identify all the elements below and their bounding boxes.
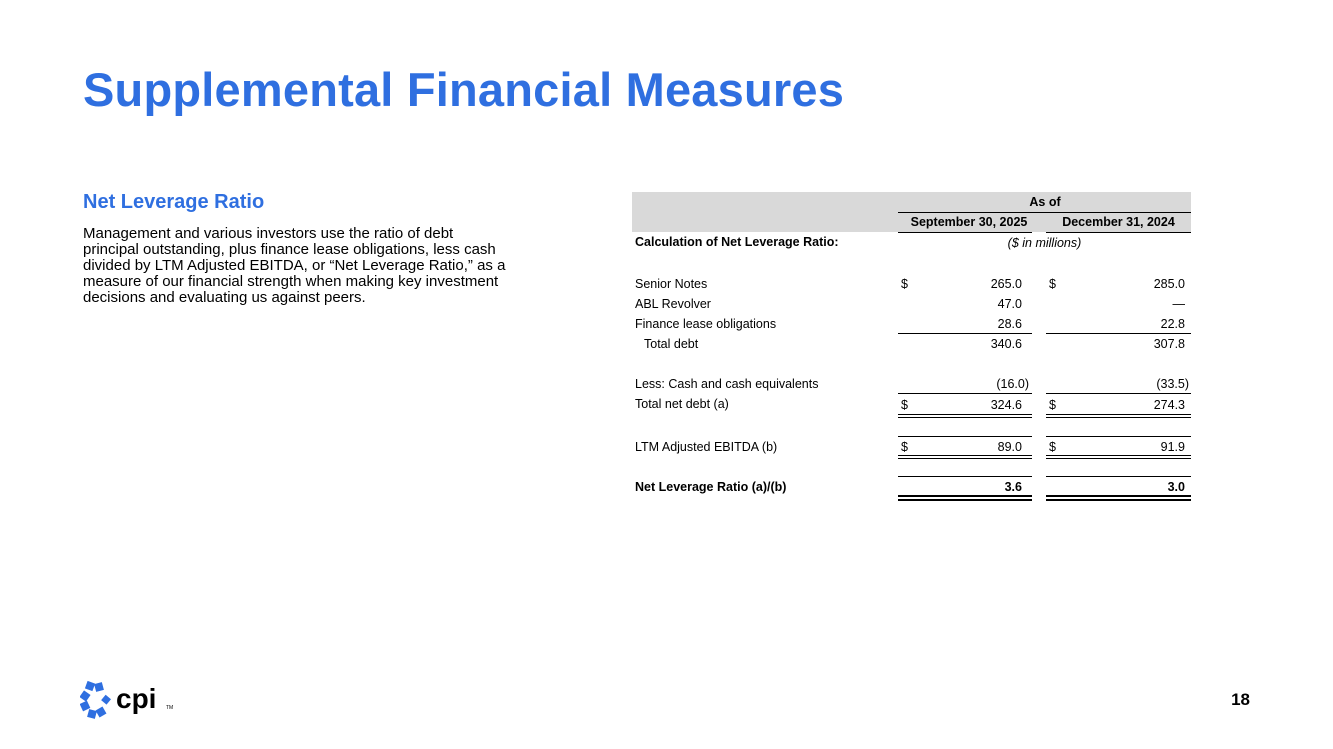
row-label: Net Leverage Ratio (a)/(b) <box>635 480 787 494</box>
subtotal-rule <box>1046 333 1191 334</box>
col-header-sep-2025: September 30, 2025 <box>910 215 1028 229</box>
value-2024: 91.9 <box>1160 440 1185 454</box>
slide-title: Supplemental Financial Measures <box>83 63 845 116</box>
double-rule-top <box>1046 455 1191 456</box>
double-rule-top <box>898 414 1032 415</box>
value-2025: 340.6 <box>990 337 1022 351</box>
total-double-rule <box>898 495 1032 497</box>
section-rule <box>1046 476 1191 477</box>
cpi-logo <box>80 680 180 720</box>
col2-header-underline <box>1046 232 1191 233</box>
double-rule-bottom <box>898 417 1032 418</box>
row-label: Finance lease obligations <box>635 317 777 331</box>
row-label: Senior Notes <box>635 277 708 291</box>
double-rule-top <box>1046 414 1191 415</box>
value-2024: 285.0 <box>1153 277 1185 291</box>
value-2025: 89.0 <box>997 440 1022 454</box>
total-double-rule <box>898 499 1032 501</box>
cpi-flower-logo-icon <box>80 680 180 720</box>
total-double-rule <box>1046 499 1191 501</box>
value-2025: 3.6 <box>1004 480 1022 494</box>
as-of-header: As of <box>1029 195 1061 209</box>
value-2024: 274.3 <box>1153 398 1185 412</box>
currency-symbol: $ <box>901 440 908 454</box>
header-divider <box>898 212 1191 213</box>
col-header-dec-2024: December 31, 2024 <box>1062 215 1175 229</box>
value-2025: 28.6 <box>997 317 1022 331</box>
value-2024: 307.8 <box>1153 337 1185 351</box>
value-2024: (33.5) <box>1156 377 1189 391</box>
row-label: LTM Adjusted EBITDA (b) <box>635 440 778 454</box>
subtotal-rule <box>898 393 1032 394</box>
value-2024: 22.8 <box>1160 317 1185 331</box>
calc-label: Calculation of Net Leverage Ratio: <box>635 235 839 249</box>
value-2025: 265.0 <box>990 277 1022 291</box>
row-label: Less: Cash and cash equivalents <box>635 377 819 391</box>
double-rule-bottom <box>1046 417 1191 418</box>
value-2025: (16.0) <box>996 377 1029 391</box>
svg-text:TM: TM <box>166 705 174 711</box>
col1-header-underline <box>898 232 1032 233</box>
currency-symbol: $ <box>1049 398 1056 412</box>
total-double-rule <box>1046 495 1191 497</box>
section-rule <box>898 476 1032 477</box>
value-2025: 324.6 <box>990 398 1022 412</box>
double-rule-bottom <box>1046 458 1191 459</box>
page-number: 18 <box>1231 690 1250 709</box>
row-label: Total net debt (a) <box>635 397 729 411</box>
svg-text:cpi: cpi <box>116 683 157 714</box>
value-2025: 47.0 <box>997 297 1022 311</box>
row-label: Total debt <box>644 337 699 351</box>
row-label: ABL Revolver <box>635 297 711 311</box>
value-2024: — <box>1172 297 1185 311</box>
section-description: Management and various investors use the ratio of debt principal outstanding, plus finance lease obligations, less cash divided by LTM Adjusted EBITDA, or “Net Leverage Ratio,” as a measure of our financial strength when making key investment decisions and evaluating us against peers. <box>83 225 506 306</box>
section-heading: Net Leverage Ratio <box>83 191 265 213</box>
section-rule <box>1046 436 1191 437</box>
currency-symbol: $ <box>901 398 908 412</box>
value-2024: 3.0 <box>1167 480 1185 494</box>
units-note: ($ in millions) <box>1007 236 1082 250</box>
currency-symbol: $ <box>901 277 908 291</box>
double-rule-top <box>898 455 1032 456</box>
currency-symbol: $ <box>1049 440 1056 454</box>
subtotal-rule <box>898 333 1032 334</box>
currency-symbol: $ <box>1049 277 1056 291</box>
section-rule <box>898 436 1032 437</box>
double-rule-bottom <box>898 458 1032 459</box>
subtotal-rule <box>1046 393 1191 394</box>
